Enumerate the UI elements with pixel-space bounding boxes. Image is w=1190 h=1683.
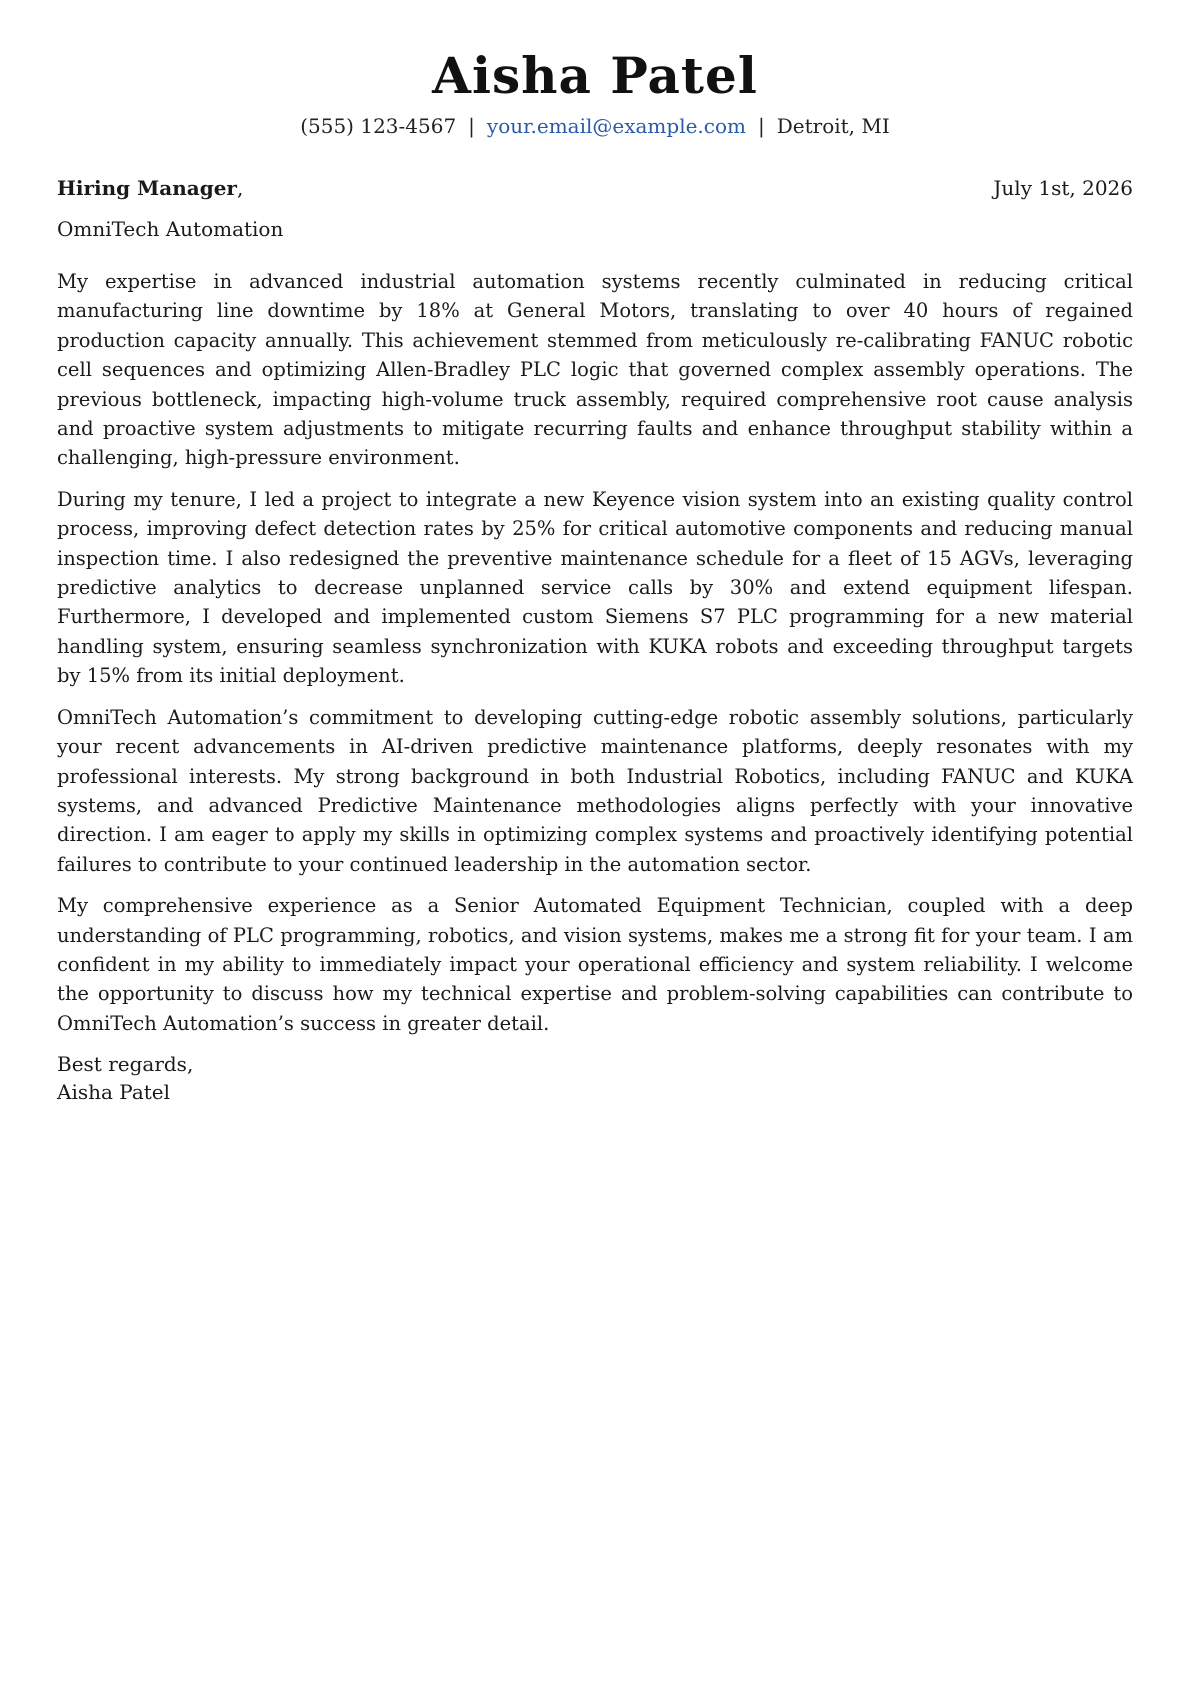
- letter-closing: [57, 1050, 1133, 1106]
- body-paragraph: During my tenure, I led a project to integrate a new Keyence vision system into an existing quality control process, improving defect detection rates by 25% for critical automotive components and reducing manual inspection time. I also redesigned the preventive maintenance schedule for a fleet of 15 AGVs, leveraging predictive analytics to decrease unplanned service calls by 30% and extend equipment lifespan. Furthermore, I developed and implemented custom Siemens S7 PLC programming for a new material handling system, ensuring seamless synchronization with KUKA robots and exceeding throughput targets by 15% from its initial deployment.: [57, 487, 1133, 688]
- recipient-row: [57, 174, 1133, 202]
- letter-date: July 1st, 2026: [993, 176, 1133, 200]
- location: Detroit, MI: [776, 114, 890, 138]
- contact-separator: |: [468, 114, 475, 138]
- letter-header: [57, 46, 1133, 140]
- cover-letter-page: [57, 0, 1133, 1683]
- salutation-punctuation: ,: [236, 176, 244, 200]
- recipient-name: Hiring Manager: [57, 176, 237, 200]
- signature-name: Aisha Patel: [57, 1080, 171, 1105]
- body-paragraph: OmniTech Automation’s commitment to developing cutting-edge robotic assembly solutions, particularly your recent advancements in AI-driven predictive maintenance platforms, deeply resonates with my professional interests. My strong background in both Industrial Robotics, including FANUC and KUKA systems, and advanced Predictive Maintenance methodologies aligns perfectly with your innovative direction. I am eager to apply my skills in optimizing complex systems and proactively identifying potential failures to contribute to your continued leadership in the automation sector.: [57, 705, 1133, 876]
- body-paragraph: My comprehensive experience as a Senior Automated Equipment Technician, coupled with a deep understanding of PLC programming, robotics, and vision systems, makes me a strong fit for your team. I am confident in my ability to immediately impact your operational efficiency and system reliability. I welcome the opportunity to discuss how my technical expertise and problem-solving capabilities can contribute to OmniTech Automation’s success in greater detail.: [57, 894, 1133, 1035]
- phone-number: (555) 123-4567: [300, 114, 457, 138]
- contact-line: [57, 112, 1133, 140]
- email-link[interactable]: your.email@example.com: [486, 114, 746, 138]
- letter-body: [57, 267, 1133, 1038]
- applicant-name: Aisha Patel: [432, 46, 758, 105]
- body-paragraph: My expertise in advanced industrial automation systems recently culminated in reducing critical manufacturing line downtime by 18% at General Motors, translating to over 40 hours of regained production capacity annually. This achievement stemmed from meticulously re-calibrating FANUC robotic cell sequences and optimizing Allen-Bradley PLC logic that governed complex assembly operations. The previous bottleneck, impacting high-volume truck assembly, required comprehensive root cause analysis and proactive system adjustments to mitigate recurring faults and enhance throughput stability within a challenging, high-pressure environment.: [57, 270, 1133, 470]
- sign-off: Best regards,: [57, 1052, 194, 1077]
- recipient-company: OmniTech Automation: [57, 217, 284, 241]
- contact-separator: |: [757, 114, 765, 138]
- salutation: [57, 174, 243, 202]
